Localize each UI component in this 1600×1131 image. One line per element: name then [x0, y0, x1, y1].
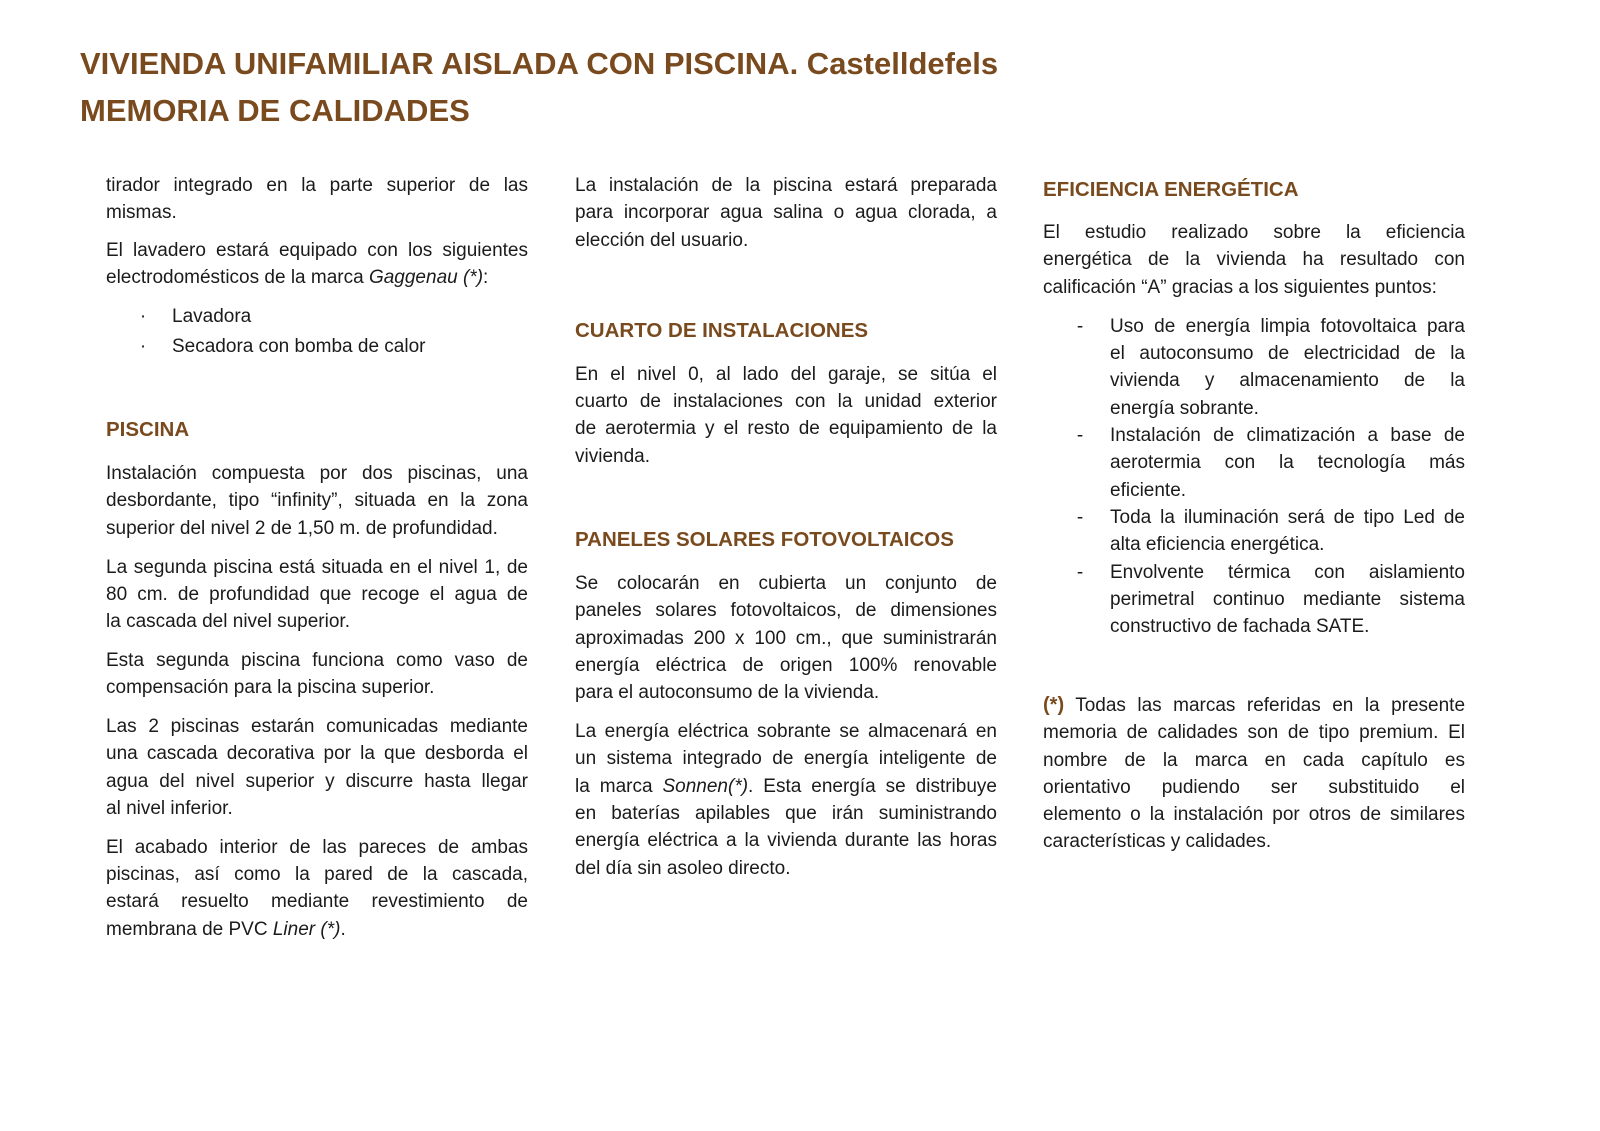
text-line: El lavadero estará equipado con los siguientes [106, 239, 528, 261]
dash-marker: - [1076, 425, 1084, 447]
text-line: superior del nivel 2 de 1,50 m. de profundidad. [106, 517, 498, 539]
text-line: En el nivel 0, al lado del garaje, se sitúa el [575, 363, 997, 385]
text-line: un sistema integrado de energía inteligente de [575, 748, 997, 770]
text-line: eficiente. [1110, 479, 1187, 501]
text-line: características y calidades. [1043, 831, 1272, 853]
text-line: La segunda piscina está situada en el nivel 1, de [106, 556, 528, 578]
text-line: desbordante, tipo “infinity”, situada en la zona [106, 490, 528, 512]
line-end: . [340, 918, 346, 940]
text-line: energía eléctrica de origen 100% renovable [575, 654, 997, 676]
text-line: Uso de energía limpia fotovoltaica para [1110, 315, 1465, 337]
text-line: vivienda y almacenamiento de la [1110, 370, 1465, 392]
text-line: el autoconsumo de electricidad de la [1110, 343, 1465, 365]
section-heading-piscina: PISCINA [106, 418, 190, 442]
list-item [1043, 559, 1465, 641]
text-line: vivienda. [575, 445, 650, 467]
text-line: mismas. [106, 202, 177, 224]
paragraph [106, 460, 528, 542]
text-line: Se colocarán en cubierta un conjunto de [575, 573, 997, 595]
paragraph-lavadero [106, 237, 528, 292]
text-line: La energía eléctrica sobrante se almacenará en [575, 721, 997, 743]
text-line: para el autoconsumo de la vivienda. [575, 682, 880, 704]
document-subtitle: MEMORIA DE CALIDADES [80, 93, 470, 128]
text-line: 80 cm. de profundidad que recoge el agua de [106, 583, 528, 605]
line-text: la marca [575, 775, 663, 797]
text-line: elemento o la instalación por otros de similares [1043, 804, 1465, 826]
paragraph [575, 361, 997, 470]
line-text: electrodomésticos de la marca [106, 266, 369, 288]
text-line: compensación para la piscina superior. [106, 677, 435, 699]
text-line: piscinas, así como la pared de la cascada, [106, 864, 528, 886]
dash-marker: - [1076, 315, 1084, 337]
paragraph [1043, 219, 1465, 301]
list-item [106, 332, 528, 362]
text-line: alta eficiencia energética. [1110, 534, 1325, 556]
text-line: energética de la vivienda ha resultado con [1043, 249, 1465, 271]
text-line: al nivel inferior. [106, 797, 233, 819]
line-text: Todas las marcas referidas en la presente [1075, 694, 1466, 716]
document-title: VIVIENDA UNIFAMILIAR AISLADA CON PISCINA. Castelldefels [80, 46, 999, 81]
list-item [1043, 422, 1465, 504]
paragraph [575, 172, 997, 254]
text-line: Instalación compuesta por dos piscinas, una [106, 463, 528, 485]
text-line [106, 916, 528, 943]
column-1 [106, 172, 528, 943]
text-line: constructivo de fachada SATE. [1110, 616, 1370, 638]
bullet-marker: · [139, 336, 147, 358]
column-2 [575, 172, 997, 882]
text-line: aproximadas 200 x 100 cm., que suministrarán [575, 627, 997, 649]
paragraph [106, 713, 528, 822]
text-line: orientativo pudiendo ser substituido el [1043, 776, 1465, 798]
paragraph-continuation [106, 172, 528, 227]
text-line: energía eléctrica a la vivienda durante las horas [575, 830, 997, 852]
text-line: calificación “A” gracias a los siguientes puntos: [1043, 276, 1437, 298]
line-text: membrana de PVC [106, 918, 273, 940]
text-line: Envolvente térmica con aislamiento [1110, 561, 1465, 583]
text-line [1043, 692, 1465, 719]
text-line: energía sobrante. [1110, 397, 1259, 419]
paragraph [575, 718, 997, 882]
list-item [106, 302, 528, 332]
text-line: de aerotermia y el resto de equipamiento de la [575, 418, 997, 440]
paragraph [106, 834, 528, 943]
brand-name: Gaggenau (*) [368, 266, 484, 288]
text-line: El acabado interior de las pareces de ambas [106, 836, 528, 858]
text-line: del día sin asoleo directo. [575, 857, 791, 879]
section-heading-paneles: PANELES SOLARES FOTOVOLTAICOS [575, 528, 954, 552]
dash-marker: - [1076, 506, 1084, 528]
brand-name: Liner (*) [272, 918, 341, 940]
text-line: El estudio realizado sobre la eficiencia [1043, 222, 1465, 243]
text-line: nombre de la marca en cada capítulo es [1043, 749, 1465, 771]
dash-marker: - [1076, 561, 1084, 583]
text-line: perimetral continuo mediante sistema [1110, 588, 1465, 610]
list-item-label: Secadora con bomba de calor [172, 336, 426, 358]
section-heading-cuarto: CUARTO DE INSTALACIONES [575, 318, 869, 342]
text-line [575, 773, 997, 800]
text-line: La instalación de la piscina estará preparada [575, 175, 997, 196]
column-3 [1043, 176, 1465, 856]
list-item-label: Lavadora [172, 306, 252, 328]
text-line: aerotermia con la tecnología más [1110, 452, 1465, 474]
text-line: memoria de calidades son de tipo premium. El [1043, 722, 1465, 744]
efficiency-points-list [1043, 313, 1465, 641]
section-heading-eficiencia: EFICIENCIA ENERGÉTICA [1043, 178, 1299, 201]
text-line: la cascada del nivel superior. [106, 611, 350, 633]
document-header [80, 40, 998, 134]
paragraph [106, 647, 528, 702]
line-end: . Esta energía se distribuye [748, 775, 997, 797]
text-line: Esta segunda piscina funciona como vaso de [106, 649, 528, 671]
brand-name: Sonnen(*) [662, 775, 749, 797]
text-line: Las 2 piscinas estarán comunicadas mediante [106, 716, 528, 738]
list-item [1043, 313, 1465, 422]
footnote-mark: (*) [1043, 693, 1065, 716]
brands-footnote [1043, 692, 1465, 856]
paragraph [106, 554, 528, 636]
bullet-marker: · [139, 306, 147, 328]
text-line: elección del usuario. [575, 229, 749, 251]
text-line: paneles solares fotovoltaicos, de dimensiones [575, 600, 997, 622]
text-line: tirador integrado en la parte superior de las [106, 175, 528, 196]
text-line: en baterías apilables que irán suministrando [575, 802, 997, 824]
text-line: agua del nivel superior y discurre hasta llegar [106, 770, 528, 792]
text-line: Instalación de climatización a base de [1110, 425, 1465, 447]
text-line [106, 264, 528, 291]
line-end: : [483, 266, 489, 288]
appliance-list [106, 302, 528, 362]
text-line: para incorporar agua salina o agua clorada, a [575, 202, 997, 224]
text-line: Toda la iluminación será de tipo Led de [1110, 506, 1465, 528]
paragraph [575, 570, 997, 706]
text-line: cuarto de instalaciones con la unidad exterior [575, 391, 997, 413]
list-item [1043, 504, 1465, 559]
text-line: una cascada decorativa por la que desborda el [106, 743, 528, 765]
text-line: estará resuelto mediante revestimiento de [106, 891, 528, 913]
